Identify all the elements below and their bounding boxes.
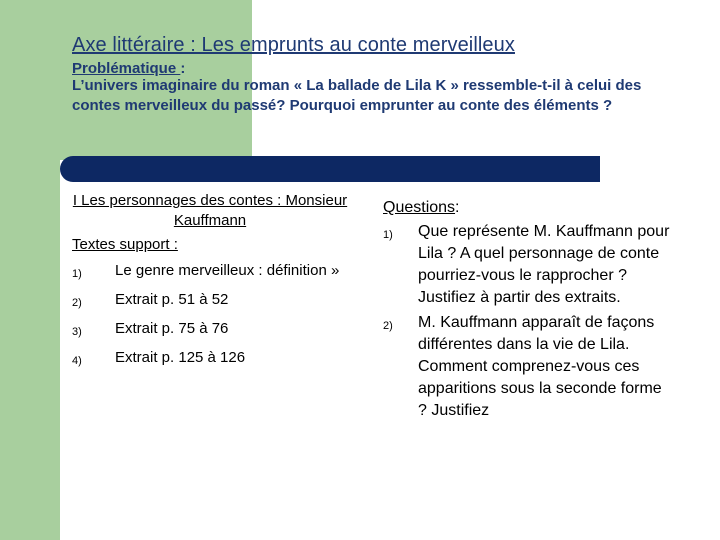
list-item-text: Extrait p. 75 à 76 [115,320,229,337]
list-item-number: 4) [72,355,82,367]
question-item [383,312,673,422]
left-green-band [0,0,60,540]
questions-label: Questions [383,199,456,216]
list-item-text: Le genre merveilleux : définition » [115,262,340,279]
question-item [383,221,673,309]
question-number: 2) [383,320,393,332]
section-title: I Les personnages des contes : Monsieur Kauffmann [72,192,348,229]
list-item-number: 3) [72,326,82,338]
list-item-text: Extrait p. 51 à 52 [115,291,229,308]
list-item [72,348,362,371]
right-column [383,197,673,425]
questions-colon: : [455,199,460,216]
question-number: 1) [383,229,393,241]
list-item-text: Extrait p. 125 à 126 [115,349,246,366]
questions-title [383,197,673,219]
support-texts-list [72,261,362,371]
list-item-number: 2) [72,297,82,309]
slide-title: Axe littéraire : Les emprunts au conte merveilleux [72,34,515,56]
question-text: M. Kauffmann apparaît de façons différentes dans la vie de Lila. Comment comprenez-vous ces apparitions sous la seconde forme ? Justifiez [418,314,662,419]
problematique-label-colon: : [180,60,186,77]
blue-divider-bar [60,156,600,182]
problematique-label [72,60,185,77]
list-item [72,319,362,342]
list-item [72,290,362,313]
left-column [72,191,362,377]
list-item [72,261,362,284]
problematique-label-text: Problématique [72,60,181,77]
questions-list [383,221,673,422]
support-texts-title: Textes support : [72,236,178,253]
question-text: Que représente M. Kauffmann pour Lila ? A quel personnage de conte pourriez-vous le rapprocher ? Justifiez à partir des extraits. [418,223,670,306]
list-item-number: 1) [72,268,82,280]
problematique-text: L’univers imaginaire du roman « La ballade de Lila K » ressemble-t-il à celui des contes merveilleux du passé? Pourquoi emprunter au conte des éléments ? [72,77,642,114]
